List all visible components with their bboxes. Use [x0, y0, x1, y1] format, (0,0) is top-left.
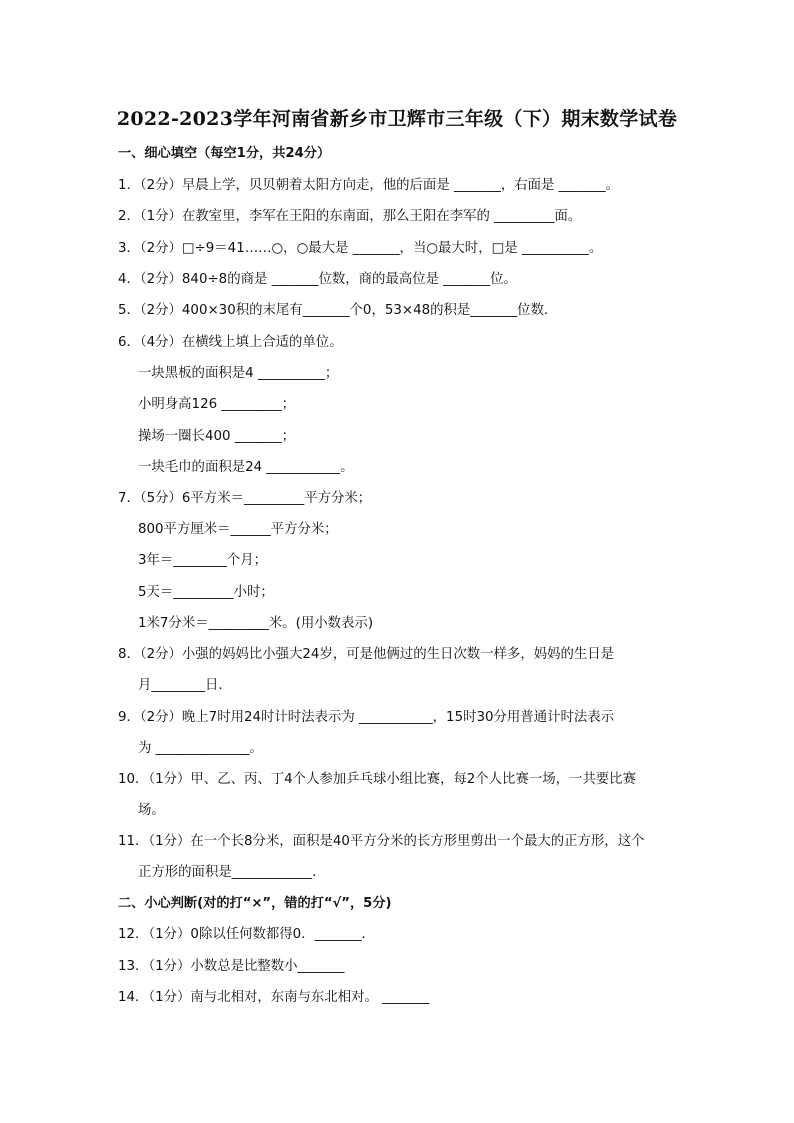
question-7-item-a: 800平方厘米＝______平方分米； — [138, 522, 338, 537]
question-6-item-b: 小明身高126 _________； — [138, 397, 296, 412]
question-9-cont: 为 ______________。 — [138, 741, 263, 756]
question-6-item-a: 一块黑板的面积是4 __________； — [138, 366, 339, 381]
question-4: 4．（2分）840÷8的商是 _______位数，商的最高位是 _______位。 — [118, 272, 517, 287]
question-6-item-d: 一块毛巾的面积是24 ___________。 — [138, 460, 354, 475]
question-7-item-b: 3年＝________个月； — [138, 553, 268, 568]
question-9: 9．（2分）晚上7时用24时计时法表示为 ___________，15时30分用普通计时法表示 — [118, 710, 615, 725]
question-1: 1．（2分）早晨上学，贝贝朝着太阳方向走，他的后面是 _______，右面是 _______。 — [118, 178, 619, 193]
section-1-heading: 一、细心填空（每空1分，共24分） — [118, 146, 331, 161]
question-8-cont: 月________日． — [138, 678, 232, 693]
section-2-heading: 二、小心判断(对的打“×”，错的打“√”，5分) — [118, 896, 392, 911]
question-8: 8．（2分）小强的妈妈比小强大24岁，可是他俩过的生日次数一样多，妈妈的生日是 — [118, 647, 615, 662]
exam-title: 2022-2023学年河南省新乡市卫辉市三年级（下）期末数学试卷 — [116, 108, 678, 130]
question-10: 10．（1分）甲、乙、丙、丁4个人参加乒乓球小组比赛，每2个人比赛一场，一共要比赛 — [118, 772, 636, 787]
question-5: 5．（2分）400×30积的末尾有_______个0，53×48的积是_______位数． — [118, 303, 558, 318]
question-11-cont: 正方形的面积是____________． — [138, 865, 326, 880]
question-3: 3．（2分）□÷9＝41……○，○最大是 _______，当○最大时，□是 __________。 — [118, 241, 603, 256]
question-6-item-c: 操场一圈长400 _______； — [138, 429, 296, 444]
question-7-item-c: 5天＝_________小时； — [138, 585, 274, 600]
question-13: 13．（1分）小数总是比整数小_______ — [118, 959, 345, 974]
question-2: 2．（1分）在教室里，李军在王阳的东南面，那么王阳在李军的 _________面。 — [118, 209, 582, 224]
question-7-item-d: 1米7分米＝_________米。(用小数表示) — [138, 616, 374, 631]
question-10-cont: 场。 — [138, 803, 165, 818]
question-11: 11．（1分）在一个长8分米，面积是40平方分米的长方形里剪出一个最大的正方形，这个 — [118, 834, 645, 849]
question-6: 6．（4分）在横线上填上合适的单位。 — [118, 335, 343, 350]
question-7: 7．（5分）6平方米＝_________平方分米； — [118, 491, 372, 506]
question-12: 12．（1分）0除以任何数都得0．_______． — [118, 927, 375, 942]
question-14: 14．（1分）南与北相对，东南与东北相对。 _______ — [118, 990, 430, 1005]
